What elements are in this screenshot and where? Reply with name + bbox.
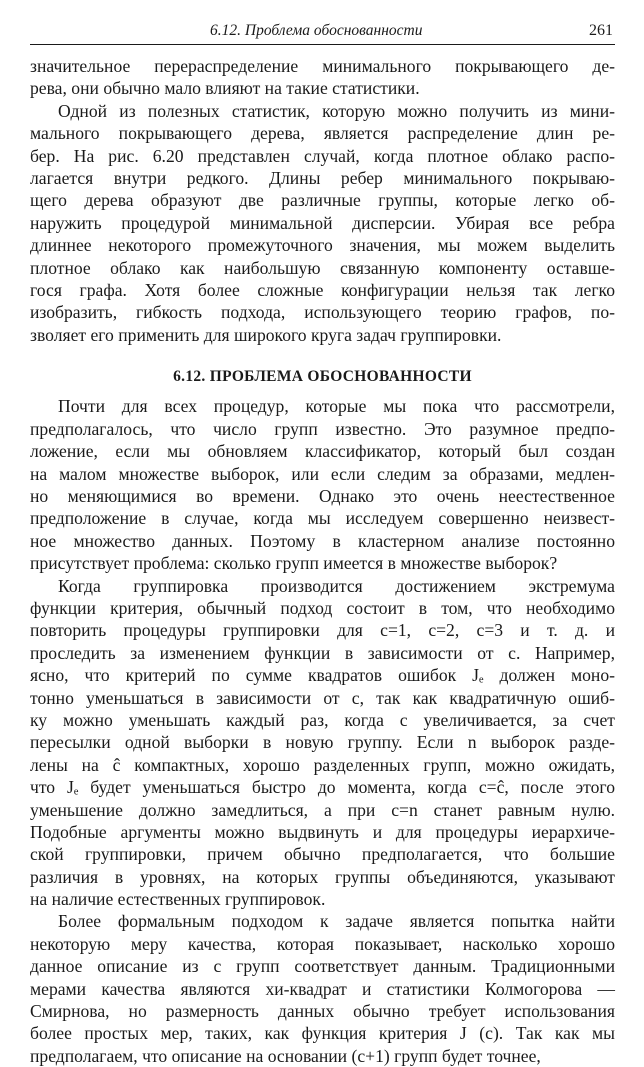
text-line: Почти для всех процедур, которые мы пока что рассмотрели, <box>58 396 615 417</box>
text-line: лагается внутри редкого. Длины ребер минимального покрываю- <box>30 167 615 188</box>
text-line: мального покрывающего дерева, является распределение длин ре- <box>30 123 615 144</box>
text-line: рева, они обычно мало влияют на такие статистики. <box>30 78 420 99</box>
paragraph <box>30 100 615 346</box>
text-line: повторить процедуры группировки для c=1, c=2, c=3 и т. д. и <box>30 620 615 641</box>
text-line: предполагалось, что число групп известно. Это разумное предпо- <box>30 418 615 439</box>
text-line: лены на ĉ компактных, хорошо разделенных групп, можно ожидать, <box>30 754 615 775</box>
text-line: наружить процедурой минимальной дисперсии. Убирая все ребра <box>30 212 615 233</box>
text-line: некоторую меру качества, которая показывает, насколько хорошо <box>30 933 615 954</box>
text-line: плотное облако как наибольшую связанную компоненту оставше- <box>30 257 615 278</box>
text-line: присутствует проблема: сколько групп имеется в множестве выборок? <box>30 553 558 574</box>
paragraph <box>30 575 615 911</box>
text-line: уменьшение должно замедлиться, а при c=n станет равным нулю. <box>30 799 615 820</box>
paragraph <box>30 55 615 100</box>
page-number: 261 <box>589 22 613 39</box>
page-body <box>30 55 615 1067</box>
text-line: более простых мер, таких, как функция критерия J (c). Так как мы <box>30 1023 615 1044</box>
text-line: зволяет его применить для широкого круга задач группировки. <box>30 324 502 345</box>
text-line: мерами качества являются хи-квадрат и статистики Колмогорова — <box>30 978 615 999</box>
text-line: Более формальным подходом к задаче является попытка найти <box>58 911 615 932</box>
text-line: ясно, что критерий по сумме квадратов ошибок Jₑ должен моно- <box>30 665 615 686</box>
paragraph <box>30 910 615 1067</box>
running-head <box>30 20 615 45</box>
text-line: щего дерева образуют две различные группы, которые легко об- <box>30 190 615 211</box>
section-heading: 6.12. ПРОБЛЕМА ОБОСНОВАННОСТИ <box>173 368 472 386</box>
text-line: но меняющимися во времени. Однако это очень неестественное <box>30 486 615 507</box>
text-line: Подобные аргументы можно выдвинуть и для процедуры иерархиче- <box>30 821 615 842</box>
text-line: значительное перераспределение минимального покрывающего де- <box>30 56 615 76</box>
text-line: тонно уменьшаться в зависимости от c, так как квадратичную ошиб- <box>30 687 615 708</box>
text-line: Одной из полезных статистик, которую можно получить из мини- <box>58 100 615 121</box>
text-line: предположение в случае, когда мы исследуем совершенно неизвест- <box>30 508 615 529</box>
text-line: функции критерия, обычный подход состоит в том, что необходимо <box>30 597 615 618</box>
text-line: что Jₑ будет уменьшаться быстро до момента, когда c=ĉ, после этого <box>30 777 615 798</box>
text-line: различия в уровнях, на которых группы объединяются, указывают <box>30 866 615 887</box>
text-line: проследить за изменением функции в зависимости от c. Например, <box>30 642 615 663</box>
text-line: бер. На рис. 6.20 представлен случай, когда плотное облако распо- <box>30 145 615 166</box>
intro-paragraphs <box>30 55 615 346</box>
text-line: Когда группировка производится достижением экстремума <box>58 575 615 596</box>
text-line: ложение, если мы обновляем классификатор, который был создан <box>30 441 615 462</box>
text-line: ской группировки, причем обычно предполагается, что большие <box>30 844 615 865</box>
running-title: 6.12. Проблема обоснованности <box>210 22 423 39</box>
text-line: на наличие естественных группировок. <box>30 889 326 910</box>
text-line: на малом множестве выборок, или если следим за образами, медлен- <box>30 463 615 484</box>
text-line: предполагаем, что описание на основании (c+1) групп будет точнее, <box>30 1045 541 1066</box>
section-paragraphs <box>30 395 615 1067</box>
text-line: пересылки одной выборки в новую группу. Если n выборок разде- <box>30 732 615 753</box>
text-line: ное множество данных. Поэтому в кластерном анализе постоянно <box>30 530 615 551</box>
text-line: изобразить, гибкость подхода, использующего теорию графов, по- <box>30 302 615 323</box>
text-line: данное описание из c групп соответствует данным. Традиционными <box>30 956 615 977</box>
paragraph <box>30 395 615 574</box>
book-page <box>30 20 615 1067</box>
text-line: гося графа. Хотя более сложные конфигурации нельзя так легко <box>30 279 615 300</box>
text-line: Смирнова, но размерность данных обычно требует использования <box>30 1001 615 1022</box>
text-line: ку можно уменьшать каждый раз, когда c увеличивается, за счет <box>30 709 615 730</box>
text-line: длиннее некоторого промежуточного значения, мы можем выделить <box>30 235 615 256</box>
